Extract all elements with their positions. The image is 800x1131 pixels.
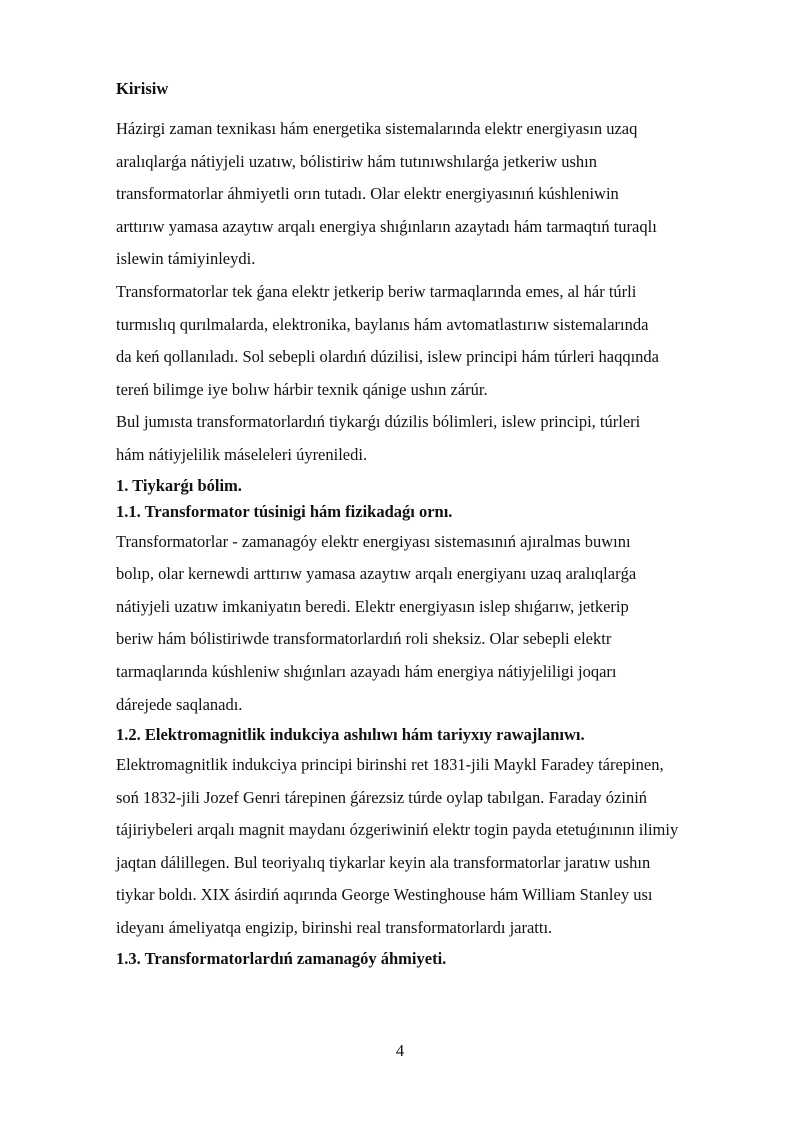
heading-section-1-2: 1.2. Elektromagnitlik indukciya ashılıwı hám tariyxıy rawajlanıwı.	[116, 725, 585, 745]
paragraph-line: tereń bilimge iye bolıw hárbir texnik qánige ushın zárúr.	[116, 379, 488, 399]
paragraph-line: Házirgi zaman texnikası hám energetika sistemalarında elektr energiyasın uzaq	[116, 119, 638, 138]
paragraph-line: Transformatorlar tek ǵana elektr jetkerip beriw tarmaqlarında emes, al hár túrli	[116, 281, 637, 301]
paragraph-line: beriw hám bólistiriwde transformatorlardıń roli sheksiz. Olar sebepli elektr	[116, 629, 612, 649]
paragraph-line: dárejede saqlanadı.	[116, 694, 243, 714]
paragraph-line: tájiriybeleri arqalı magnit maydanı ózgeriwiniń elektr togin payda etetuǵınının ilimiy	[116, 820, 679, 840]
paragraph-line: hám nátiyjelilik máseleleri úyreniledi.	[116, 444, 368, 464]
paragraph-line: tarmaqlarında kúshleniw shıǵınları azayadı hám energiya nátiyjeliligi joqarı	[116, 661, 617, 681]
paragraph-line: jaqtan dálillegen. Bul teoriyalıq tiykarlar keyin ala transformatorlar jaratıw ushın	[116, 852, 651, 872]
paragraph-line: islewin támiyinleydi.	[116, 249, 256, 269]
paragraph-line: turmıslıq qurılmalarda, elektronika, baylanıs hám avtomatlastırıw sistemalarında	[116, 314, 649, 334]
paragraph-line: transformatorlar áhmiyetli orın tutadı. Olar elektr energiyasınıń kúshleniwin	[116, 184, 619, 204]
paragraph-line: aralıqlarǵa nátiyjeli uzatıw, bólistiriw hám tutınıwshılarǵa jetkeriw ushın	[116, 151, 597, 171]
paragraph-line: Bul jumısta transformatorlardıń tiykarǵı dúzilis bólimleri, islew principi, túrleri	[116, 412, 641, 432]
section-1-2-paragraph	[116, 749, 746, 945]
heading-introduction: Kirisiw	[116, 79, 169, 98]
section-1-1-paragraph	[116, 526, 746, 722]
page-number: 4	[395, 1041, 405, 1060]
heading-section-1: 1. Tiykarǵı bólim.	[116, 475, 242, 495]
heading-section-1-3: 1.3. Transformatorlardıń zamanagóy áhmiyeti.	[116, 948, 447, 968]
paragraph-line: bolıp, olar kernewdi arttırıw yamasa azaytıw arqalı energiyanı uzaq aralıqlarǵa	[116, 564, 637, 584]
intro-paragraph-2	[116, 276, 746, 406]
paragraph-line: tiykar boldı. XIX ásirdiń aqırında George Westinghouse hám William Stanley usı	[116, 885, 653, 905]
paragraph-line: nátiyjeli uzatıw imkaniyatın beredi. Elektr energiyasın islep shıǵarıw, jetkerip	[116, 596, 629, 616]
paragraph-line: arttırıw yamasa azaytıw arqalı energiya shıǵınların azaytadı hám tarmaqtıń turaqlı	[116, 216, 657, 236]
page-content	[116, 77, 746, 973]
heading-section-1-1: 1.1. Transformator túsinigi hám fizikadaǵı ornı.	[116, 501, 453, 521]
paragraph-line: da keń qollanıladı. Sol sebepli olardıń dúzilisi, islew principi hám túrleri haqqında	[116, 347, 660, 367]
paragraph-line: Elektromagnitlik indukciya principi birinshi ret 1831-jili Maykl Faradey tárepinen,	[116, 755, 664, 775]
paragraph-line: ideyanı ámeliyatqa engizip, birinshi real transformatorlardı jarattı.	[116, 918, 553, 938]
paragraph-line: soń 1832-jili Jozef Genri tárepinen ǵárezsiz túrde oylap tabılgan. Faraday óziniń	[116, 787, 648, 807]
paragraph-line: Transformatorlar - zamanagóy elektr energiyası sistemasınıń ajıralmas buwını	[116, 531, 631, 551]
intro-paragraph-1	[116, 113, 746, 276]
intro-paragraph-3	[116, 406, 746, 471]
